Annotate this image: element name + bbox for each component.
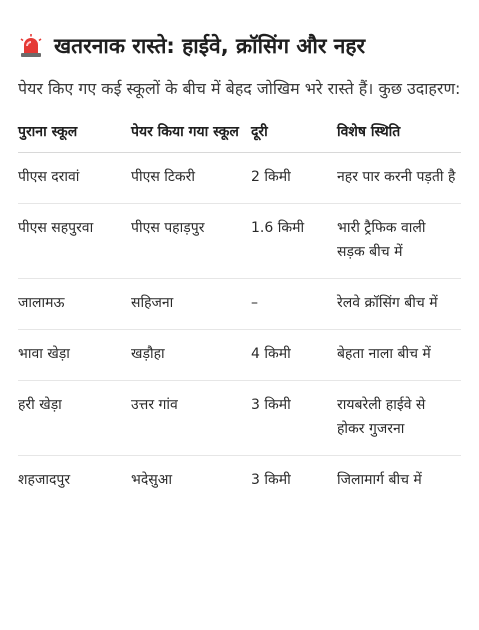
cell-old-school: जालामऊ [18,279,131,330]
column-header-paired-school: पेयर किया गया स्कूल [131,122,251,153]
cell-old-school: शहजादपुर [18,472,71,488]
section-heading [18,32,461,60]
routes-table [18,122,461,506]
cell-distance: 1.6 किमी [251,204,337,279]
cell-paired-school: खड़ौहा [131,330,251,381]
cell-old-school: पीएस सहपुरवा [18,204,131,279]
cell-paired-school: पीएस टिकरी [131,153,251,204]
column-header-old-school: पुराना स्कूल [18,122,131,153]
column-header-special-condition: विशेष स्थिति [337,122,461,153]
cell-special-condition: बेहता नाला बीच में [337,330,461,381]
cell-distance: 3 किमी [251,381,337,456]
cell-special-condition: नहर पार करनी पड़ती है [337,153,461,204]
cell-old-school: हरी खेड़ा [18,381,131,456]
cell-distance: 4 किमी [251,330,337,381]
section-title: खतरनाक रास्ते: हाईवे, क्रॉसिंग और नहर [54,34,366,58]
cell-special-condition: रायबरेली हाईवे से होकर गुजरना [337,381,461,456]
cell-old-school: भावा खेड़ा [18,330,131,381]
cell-special-condition: भारी ट्रैफिक वाली सड़क बीच में [337,204,461,279]
cell-paired-school: भदेसुआ [131,472,173,488]
table-row [18,456,461,507]
table-row [18,153,461,204]
cell-distance: – [251,279,337,330]
column-header-distance: दूरी [251,122,337,153]
cell-paired-school: सहिजना [131,279,251,330]
table-row [18,330,461,381]
cell-distance: 2 किमी [251,153,337,204]
section-intro: पेयर किए गए कई स्कूलों के बीच में बेहद जोखिम भरे रास्ते हैं। कुछ उदाहरण: [18,79,461,98]
cell-special-condition: रेलवे क्रॉसिंग बीच में [337,279,461,330]
cell-paired-school: पीएस पहाड़पुर [131,204,251,279]
cell-distance: 3 किमी [251,472,291,488]
table-header-row [18,122,461,153]
cell-special-condition: जिलामार्ग बीच में [337,472,422,488]
siren-icon [18,33,44,59]
table-row [18,381,461,456]
cell-old-school: पीएस दरावां [18,153,131,204]
table-row [18,279,461,330]
cell-paired-school: उत्तर गांव [131,381,251,456]
table-row [18,204,461,279]
